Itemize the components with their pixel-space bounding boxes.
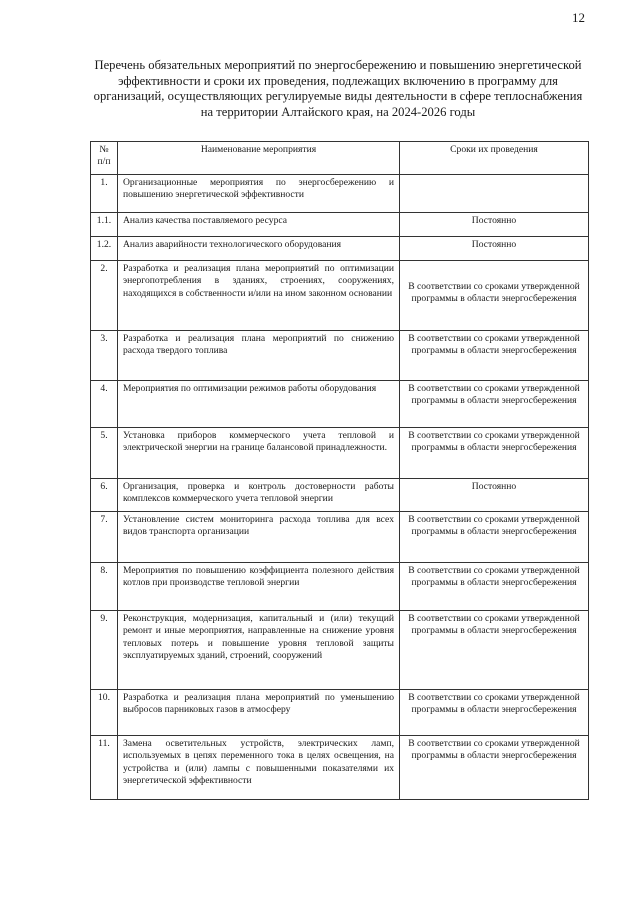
table-row	[91, 428, 589, 479]
row-num: 3.	[91, 331, 118, 381]
row-term: В соответствии со сроками утвержденной программы в области энергосбережения	[400, 331, 589, 381]
row-name: Разработка и реализация плана мероприятий по оптимизации энергопотребления в зданиях, строениях, сооружениях, находящихся в собственности и/или на ином законном основании	[118, 261, 400, 331]
header-name: Наименование мероприятия	[118, 142, 400, 175]
header-num: № п/п	[91, 142, 118, 175]
table-row	[91, 381, 589, 428]
row-name: Организация, проверка и контроль достоверности работы комплексов коммерческого учета тепловой энергии	[118, 479, 400, 512]
row-name: Установка приборов коммерческого учета тепловой и электрической энергии на границе балансовой принадлежности.	[118, 428, 400, 479]
table-row	[91, 237, 589, 261]
row-num: 5.	[91, 428, 118, 479]
table-row	[91, 563, 589, 611]
row-name: Мероприятия по оптимизации режимов работы оборудования	[118, 381, 400, 428]
table-row	[91, 479, 589, 512]
row-term: Постоянно	[400, 237, 589, 261]
table-row	[91, 736, 589, 800]
table-row	[91, 690, 589, 736]
row-name: Анализ аварийности технологического оборудования	[118, 237, 400, 261]
row-num: 1.	[91, 175, 118, 213]
table-row	[91, 331, 589, 381]
row-name: Разработка и реализация плана мероприятий по уменьшению выбросов парниковых газов в атмосферу	[118, 690, 400, 736]
row-num: 10.	[91, 690, 118, 736]
page-number: 12	[572, 10, 585, 25]
row-num: 7.	[91, 512, 118, 563]
header-term: Сроки их проведения	[400, 142, 589, 175]
table-row	[91, 512, 589, 563]
row-num: 2.	[91, 261, 118, 331]
row-num: 8.	[91, 563, 118, 611]
row-name: Организационные мероприятия по энергосбережению и повышению энергетической эффективности	[118, 175, 400, 213]
row-term: В соответствии со сроками утвержденной программы в области энергосбережения	[400, 563, 589, 611]
row-term: В соответствии со сроками утвержденной программы в области энергосбережения	[400, 261, 589, 331]
row-name: Замена осветительных устройств, электрических ламп, используемых в цепях переменного тока в целях освещения, на устройства и (или) лампы с повышенными показателями их энергетической эффективности	[118, 736, 400, 800]
row-term: Постоянно	[400, 213, 589, 237]
table-row	[91, 261, 589, 331]
table-row	[91, 611, 589, 690]
row-num: 4.	[91, 381, 118, 428]
title-line: на территории Алтайского края, на 2024-2026 годы	[200, 104, 476, 119]
measures-table	[90, 141, 589, 800]
row-num: 9.	[91, 611, 118, 690]
row-num: 6.	[91, 479, 118, 512]
row-name: Реконструкция, модернизация, капитальный и (или) текущий ремонт и иные мероприятия, направленные на снижение уровня тепловых потерь и повышение уровня тепловой защиты эксплуатируемых зданий, строений, сооружений	[118, 611, 400, 690]
row-term: В соответствии со сроками утвержденной программы в области энергосбережения	[400, 611, 589, 690]
row-term: В соответствии со сроками утвержденной программы в области энергосбережения	[400, 736, 589, 800]
title-line: Перечень обязательных мероприятий по энергосбережению и повышению энергетической	[94, 58, 582, 72]
table-header-row	[91, 142, 589, 175]
document-title	[72, 58, 604, 120]
row-name: Установление систем мониторинга расхода топлива для всех видов транспорта организации	[118, 512, 400, 563]
row-term: В соответствии со сроками утвержденной программы в области энергосбережения	[400, 512, 589, 563]
row-num: 1.2.	[91, 237, 118, 261]
table-row	[91, 213, 589, 237]
row-term: Постоянно	[400, 479, 589, 512]
row-name: Анализ качества поставляемого ресурса	[118, 213, 400, 237]
row-name: Мероприятия по повышению коэффициента полезного действия котлов при производстве тепловой энергии	[118, 563, 400, 611]
row-num: 11.	[91, 736, 118, 800]
title-line: организаций, осуществляющих регулируемые виды деятельности в сфере теплоснабжения	[93, 89, 583, 103]
row-term: В соответствии со сроками утвержденной программы в области энергосбережения	[400, 381, 589, 428]
row-term: В соответствии со сроками утвержденной программы в области энергосбережения	[400, 428, 589, 479]
row-term	[400, 175, 589, 213]
title-line: эффективности и сроки их проведения, подлежащих включению в программу для	[118, 73, 558, 88]
row-term: В соответствии со сроками утвержденной программы в области энергосбережения	[400, 690, 589, 736]
table-row	[91, 175, 589, 213]
row-name: Разработка и реализация плана мероприятий по снижению расхода твердого топлива	[118, 331, 400, 381]
row-num: 1.1.	[91, 213, 118, 237]
